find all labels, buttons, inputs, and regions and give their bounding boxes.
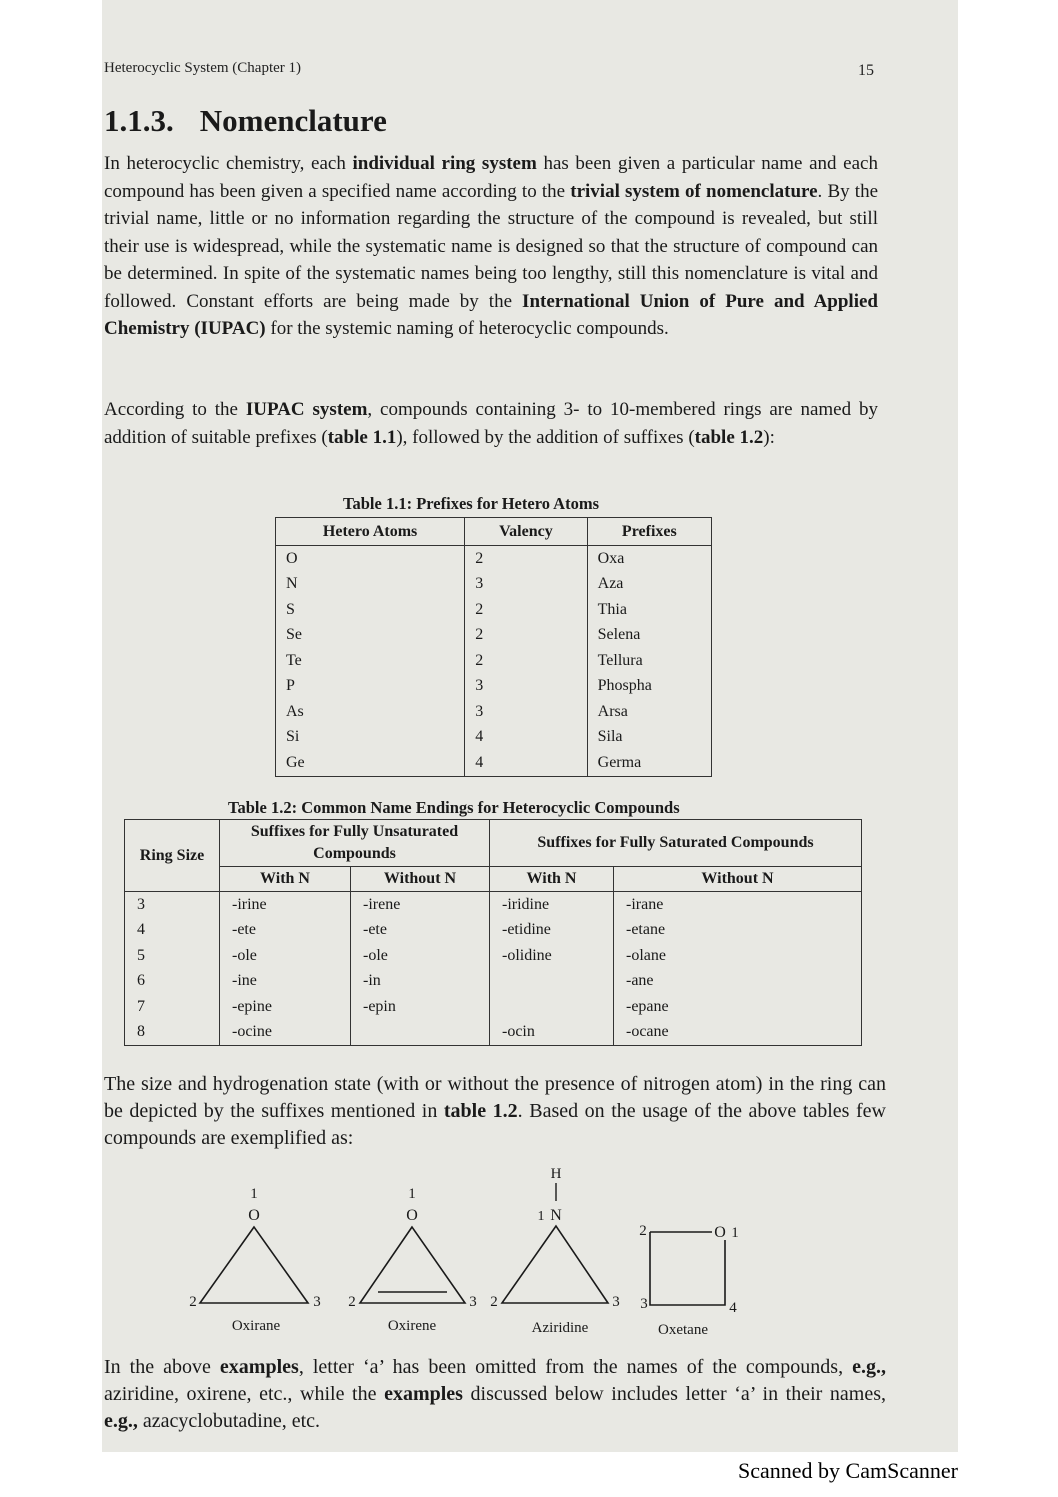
table-cell: 3 (465, 674, 587, 700)
table-cell: S (276, 597, 465, 623)
table-row (276, 674, 712, 700)
table-row (276, 750, 712, 776)
table-cell: -epine (220, 994, 351, 1020)
text: . By the trivial name, little or no information regarding the structure of the compound is revealed, but still their use is widespread, while the systematic name is designed so that the structure of compound can be determined. In spite of the systematic names being too lengthy, still this nomenclature is vital and followed. Constant efforts are being made by the (104, 180, 878, 312)
bold-term: individual ring system (352, 153, 537, 174)
text: . Based on the usage of the above tables few compounds are exemplified as: (104, 1100, 887, 1149)
table-cell: Arsa (587, 699, 711, 725)
table-cell: -ole (220, 943, 351, 969)
table-cell: -olidine (490, 943, 614, 969)
oxygen-atom: O (406, 1207, 418, 1224)
table-cell: 4 (465, 750, 587, 776)
atom-number: 1 (408, 1186, 416, 1202)
table-cell: -ete (220, 918, 351, 944)
table-row (125, 918, 862, 944)
paragraph-suffix-usage (104, 1071, 886, 1152)
subheader: Without N (351, 867, 490, 892)
column-header-unsaturated: Suffixes for Fully Unsaturated Compounds (220, 820, 490, 867)
table-cell: 6 (125, 969, 220, 995)
table-cell: 4 (125, 918, 220, 944)
column-header-ring-size: Ring Size (125, 820, 220, 892)
text: discussed below includes letter ‘a’ in their names, (462, 1383, 886, 1405)
paragraph-iupac (104, 396, 878, 451)
hydrogen-atom: H (550, 1166, 562, 1182)
table-cell: O (276, 546, 465, 572)
atom-number: 4 (729, 1300, 737, 1316)
atom-number: 2 (639, 1223, 647, 1239)
table-row (125, 994, 862, 1020)
table-cell: 7 (125, 994, 220, 1020)
table-row (276, 597, 712, 623)
table-cell: -irane (614, 892, 862, 918)
oxirene-structure (348, 1186, 477, 1334)
structure-name: Oxirane (231, 1318, 281, 1334)
table-cell: Se (276, 623, 465, 649)
atom-number: 2 (189, 1294, 197, 1310)
table-cell: 3 (465, 699, 587, 725)
table-cell: P (276, 674, 465, 700)
atom-number: 2 (490, 1294, 498, 1310)
text: In heterocyclic chemistry, each (104, 153, 353, 174)
bold-term: table 1.1 (327, 426, 397, 448)
table-cell: -irine (220, 892, 351, 918)
table-row (276, 572, 712, 598)
table-cell: -ane (614, 969, 862, 995)
text: , letter ‘a’ has been omitted from the names of the compounds, (298, 1356, 853, 1378)
table-row (125, 969, 862, 995)
table-cell: -ete (351, 918, 490, 944)
table-cell: 2 (465, 546, 587, 572)
table-row (276, 546, 712, 572)
column-header: Valency (465, 518, 587, 546)
table-row (276, 648, 712, 674)
table-row (276, 623, 712, 649)
table-cell: 3 (125, 892, 220, 918)
table-cell: Ge (276, 750, 465, 776)
column-header: Hetero Atoms (276, 518, 465, 546)
table-row (276, 725, 712, 751)
oxygen-atom: O (714, 1224, 726, 1241)
bold-term: examples (384, 1383, 463, 1405)
bold-term: table 1.2 (694, 426, 764, 448)
table-cell: 3 (465, 572, 587, 598)
section-heading: Nomenclature (199, 103, 387, 138)
subheader: With N (490, 867, 614, 892)
table-cell: Aza (587, 572, 711, 598)
table-cell: -epin (351, 994, 490, 1020)
table-cell: 2 (465, 623, 587, 649)
table-cell (490, 994, 614, 1020)
table-cell (490, 969, 614, 995)
text: According to the (104, 399, 246, 420)
table-cell: 2 (465, 648, 587, 674)
table-cell: -ocine (220, 1020, 351, 1046)
text: , compounds containing 3- to 10-membered rings are named by addition of suitable prefixes ( (104, 399, 878, 448)
suffix-table (124, 819, 862, 1046)
table-cell: -ine (220, 969, 351, 995)
atom-number: 3 (640, 1296, 648, 1312)
table-row (276, 699, 712, 725)
table-cell: 8 (125, 1020, 220, 1046)
table-cell: Selena (587, 623, 711, 649)
table-cell: Tellura (587, 648, 711, 674)
table-cell: -irene (351, 892, 490, 918)
paragraph-examples (104, 1354, 886, 1435)
oxirane-structure (189, 1186, 321, 1334)
bold-term: table 1.2 (443, 1100, 518, 1122)
atom-number: 2 (348, 1294, 356, 1310)
table-cell: -iridine (490, 892, 614, 918)
table-cell: -ole (351, 943, 490, 969)
table-cell: 2 (465, 597, 587, 623)
table-row (125, 892, 862, 918)
table-cell: As (276, 699, 465, 725)
table-row (125, 1020, 862, 1046)
atom-number: 3 (469, 1294, 477, 1310)
table-cell: -in (351, 969, 490, 995)
oxetane-structure (639, 1223, 739, 1338)
section-number: 1.1.3. (104, 103, 174, 138)
structure-name: Oxetane (658, 1322, 708, 1338)
table-cell: Sila (587, 725, 711, 751)
table-cell: 5 (125, 943, 220, 969)
table-cell: Te (276, 648, 465, 674)
subheader: With N (220, 867, 351, 892)
page-number: 15 (858, 62, 874, 79)
oxygen-atom: O (248, 1207, 260, 1224)
table-cell: -etane (614, 918, 862, 944)
column-header: Prefixes (587, 518, 711, 546)
column-header-saturated: Suffixes for Fully Saturated Compounds (490, 820, 862, 867)
table-cell: -epane (614, 994, 862, 1020)
atom-number: 3 (313, 1294, 321, 1310)
paragraph-intro (104, 150, 878, 343)
table-cell: N (276, 572, 465, 598)
table-cell: -olane (614, 943, 862, 969)
text: ), followed by the addition of suffixes ( (396, 426, 695, 448)
bold-term: examples (219, 1356, 299, 1378)
table2-caption: Table 1.2: Common Name Endings for Heterocyclic Compounds (228, 798, 680, 817)
table-cell (351, 1020, 490, 1046)
text: ): (763, 426, 775, 448)
bold-term: International Union of Pure and Applied Chemistry (IUPAC) (104, 290, 878, 339)
table-cell: Oxa (587, 546, 711, 572)
bold-term: e.g., (852, 1356, 886, 1378)
table-cell: Phospha (587, 674, 711, 700)
table-cell: Thia (587, 597, 711, 623)
text: The size and hydrogenation state (with or without the presence of nitrogen atom) in the ring can be depicted by the suffixes mentioned in (104, 1073, 886, 1122)
atom-number: 1 (250, 1186, 258, 1202)
table-cell: Si (276, 725, 465, 751)
aziridine-structure (490, 1166, 620, 1336)
bold-term: trivial system of nomenclature (570, 180, 818, 202)
table-cell: Germa (587, 750, 711, 776)
atom-number: 1 (537, 1209, 545, 1224)
text: has been given a particular name and each compound has been given a specified name according to the (104, 153, 878, 202)
table-cell: -etidine (490, 918, 614, 944)
text: azacyclobutadine, etc. (137, 1410, 321, 1432)
nitrogen-atom: N (550, 1207, 562, 1224)
text: In the above (104, 1356, 220, 1378)
scanner-watermark: Scanned by CamScanner (738, 1458, 958, 1483)
section-title (104, 103, 387, 139)
atom-number: 3 (612, 1294, 620, 1310)
table-cell: -ocane (614, 1020, 862, 1046)
table1-caption: Table 1.1: Prefixes for Hetero Atoms (343, 494, 600, 513)
prefix-table (275, 517, 712, 777)
atom-number: 1 (731, 1225, 739, 1241)
text: aziridine, oxirene, etc., while the (104, 1383, 385, 1405)
bold-term: IUPAC system (245, 399, 368, 420)
structure-name: Aziridine (531, 1320, 589, 1336)
ring-structures-figure (160, 1160, 760, 1350)
text: for the systemic naming of heterocyclic compounds. (265, 318, 669, 339)
table-row (125, 943, 862, 969)
table-cell: -ocin (490, 1020, 614, 1046)
table-cell: 4 (465, 725, 587, 751)
subheader: Without N (614, 867, 862, 892)
structure-name: Oxirene (387, 1318, 437, 1334)
bold-term: e.g., (104, 1410, 138, 1432)
running-head: Heterocyclic System (Chapter 1) (104, 60, 302, 76)
